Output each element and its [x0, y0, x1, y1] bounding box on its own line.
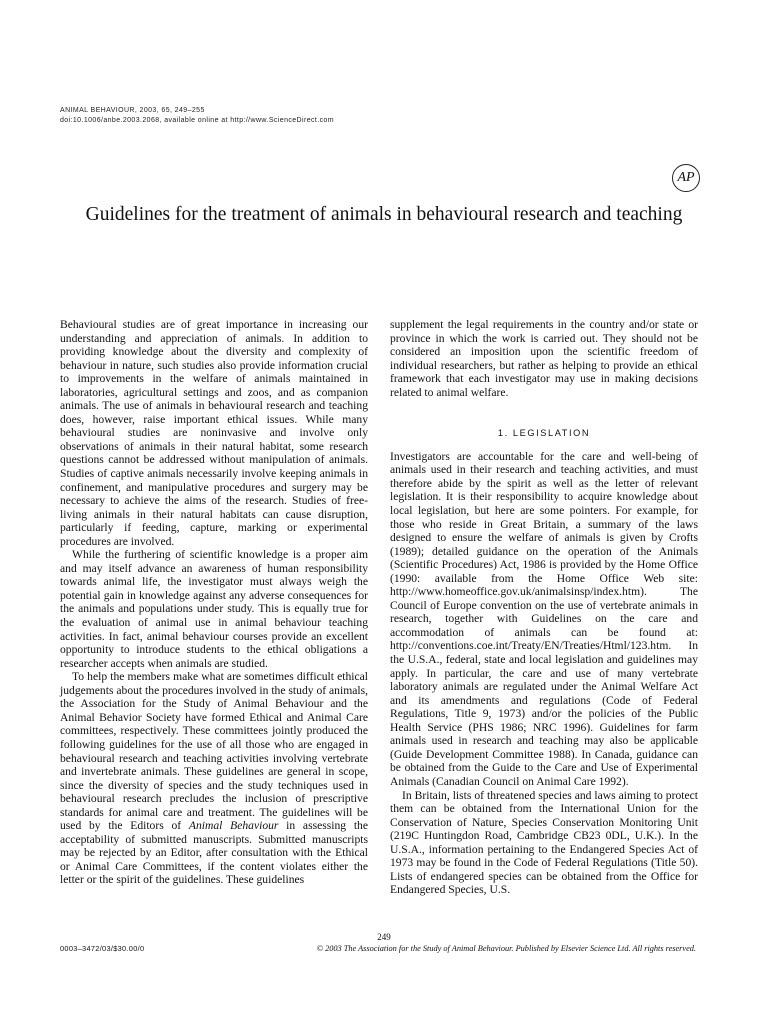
publisher-logo: AP	[672, 164, 700, 192]
footer-issn: 0003–3472/03/$30.00/0	[60, 944, 145, 953]
paragraph: Behavioural studies are of great importance in increasing our understanding and appreciation of animals. In addition to providing knowledge about the diversity and complexity of behaviour in nature, such studies also provide information crucial to improvements in the welfare of animals maintained in laboratories, agricultural settings and zoos, and as companion animals. The use of animals in behavioural research and teaching does, however, raise important ethical issues. While many behavioural studies are noninvasive and involve only observations of animals in their natural habitat, some research questions cannot be addressed without manipulation of animals. Studies of captive animals necessarily involve keeping animals in confinement, and manipulative procedures and surgery may be necessary to achieve the aims of the research. Studies of free-living animals in their natural habitats can cause disruption, particularly if feeding, capture, marking or experimental procedures are involved.	[60, 318, 368, 548]
journal-header	[60, 106, 334, 126]
paragraph	[60, 670, 368, 887]
journal-name: Animal Behaviour	[188, 819, 279, 833]
paragraph-text: To help the members make what are sometimes difficult ethical judgements about the procedures involved in the study of animals, the Association for the Study of Animal Behaviour and the Animal Behavior Society have formed Ethical and Animal Care committees, respectively. These committees jointly produced the following guidelines for the use of all those who are engaged in behavioural research and teaching activities involving vertebrate and invertebrate animals. These guidelines are general in scope, since the diversity of species and the study techniques used in behavioural research precludes the inclusion of prescriptive standards for animal care and treatment. The guidelines will be used by the Editors of	[60, 670, 368, 833]
paragraph: Investigators are accountable for the care and well-being of animals used in their research and teaching activities, and must therefore abide by the spirit as well as the letter of relevant legislation. It is their responsibility to acquire knowledge about local legislation, but here are some pointers. For example, for those who reside in Great Britain, a summary of the laws designed to ensure the welfare of animals is given by Crofts (1989); detailed guidance on the operation of the Animals (Scientific Procedures) Act, 1986 is provided by the Home Office (1990: available from the Home Office Web site: http://www.homeoffice.gov.uk/animalsinsp/index.htm). The Council of Europe convention on the use of vertebrate animals in research, together with Guidelines on the care and accommodation of animals can be found at: http://conventions.coe.int/Treaty/EN/Treaties/Html/123.htm. In the U.S.A., federal, state and local legislation and guidelines may apply. In particular, the care and use of many vertebrate laboratory animals are regulated under the Animal Welfare Act and its amendments and regulations (Code of Federal Regulations, Title 9, 1973) and/or the policies of the Public Health Service (PHS 1986; NRC 1996). Guidelines for farm animals used in research and teaching may also be applicable (Guide Development Committee 1988). In Canada, guidance can be obtained from the Guide to the Care and Use of Experimental Animals (Canadian Council on Animal Care 1992).	[390, 449, 698, 788]
paragraph: supplement the legal requirements in the country and/or state or province in which the work is carried out. They should not be considered an imposition upon the scientific freedom of individual researchers, but rather as helping to provide an ethical framework that each investigator may use in making decisions related to animal welfare.	[390, 318, 698, 399]
page-number: 249	[377, 932, 391, 942]
section-heading: 1. LEGISLATION	[497, 428, 591, 439]
journal-citation: ANIMAL BEHAVIOUR, 2003, 65, 249–255	[60, 107, 205, 114]
paragraph: While the furthering of scientific knowledge is a proper aim and may itself advance an awareness of human responsibility towards animal life, the investigator must always weigh the potential gain in knowledge against any adverse consequences for the animals and populations under study. This is equally true for the evaluation of animal use in animal behaviour teaching activities. In fact, animal behaviour courses provide an excellent opportunity to introduce students to the ethical obligations a researcher accepts when animals are studied.	[60, 548, 368, 670]
article-title: Guidelines for the treatment of animals in behavioural research and teaching	[85, 204, 683, 225]
right-column	[390, 318, 698, 897]
paragraph: In Britain, lists of threatened species and laws aiming to protect them can be obtained from the International Union for the Conservation of Nature, Species Conservation Monitoring Unit (219C Huntingdon Road, Cambridge CB23 0DL, U.K.). In the U.S.A., information pertaining to the Endangered Species Act of 1973 may be found in the Code of Federal Regulations (Title 50). Lists of endangered species can be obtained from the Office for Endangered Species, U.S.	[390, 788, 698, 897]
doi-line: doi:10.1006/anbe.2003.2068, available online at http://www.ScienceDirect.com	[60, 117, 335, 124]
footer-copyright: © 2003 The Association for the Study of Animal Behaviour. Published by Elsevier Science Ltd. All rights reserved.	[316, 944, 696, 953]
left-column	[60, 318, 368, 887]
paragraph-text: in assessing the acceptability of submitted manuscripts. Submitted manuscripts may be rejected by an Editor, after consultation with the Ethical or Animal Care Committees, if the content violates either the letter or the spirit of the guidelines. These guidelines	[60, 819, 368, 887]
